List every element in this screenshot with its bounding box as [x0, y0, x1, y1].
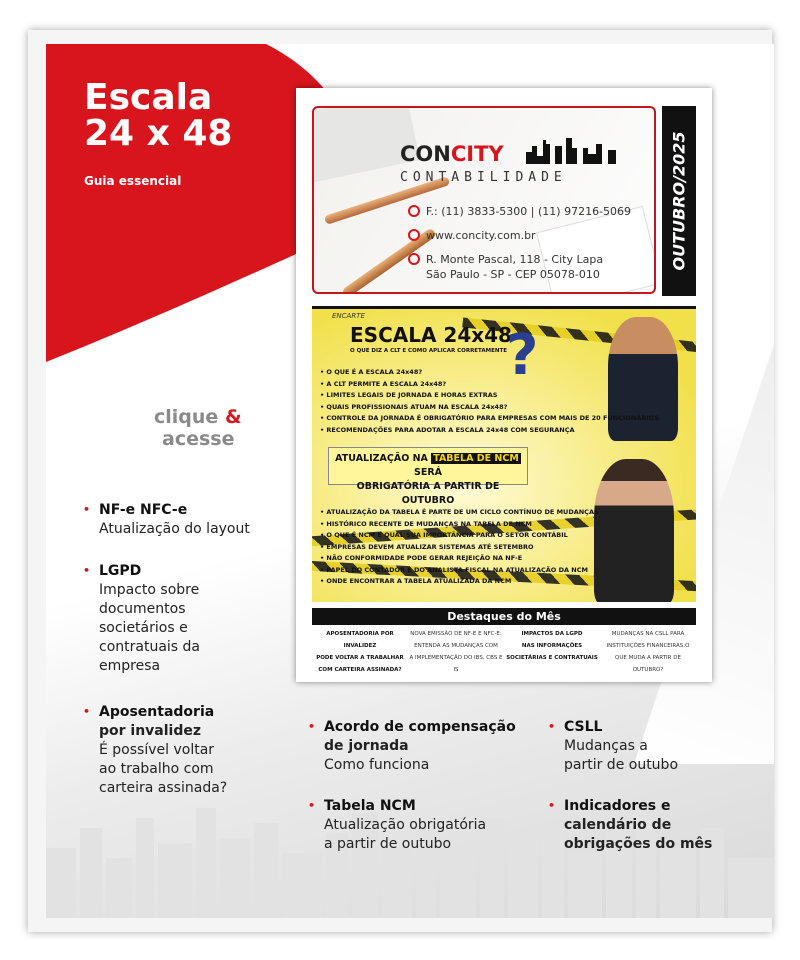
topic-csll: • CSLL Mudanças a partir de outubo: [564, 718, 678, 775]
topic-ncm: • Tabela NCM Atualização obrigatória a partir de outubo: [324, 797, 486, 854]
highlights-grid: [312, 628, 696, 673]
highlight-col: IMPACTOS DA LGPD NAS INFORMAÇÕES SOCIETÁRIAS E CONTRATUAIS: [506, 631, 598, 661]
topic-acordo: • Acordo de compensação de jornada Como funciona: [324, 718, 516, 775]
cta-word-1: clique: [154, 406, 219, 428]
title-line-1: Escala: [84, 77, 213, 118]
phone-icon: [408, 205, 420, 217]
click-and-access-link[interactable]: [154, 406, 242, 450]
company-logo: CONCITY: [400, 142, 504, 166]
ncm-headline-box: ATUALIZAÇÃO NA TABELA DE NCM SERÁ OBRIGATÓRIA A PARTIR DE OUTUBRO: [328, 447, 528, 485]
website-info: www.concity.com.br: [426, 228, 536, 243]
topic-aposentadoria: • Aposentadoria por invalidez É possível voltar ao trabalho com carteira assinada?: [99, 703, 227, 798]
title-line-2: 24 x 48: [84, 113, 233, 154]
topic-lgpd: • LGPD Impacto sobre documentos societários e contratuais da empresa: [99, 562, 200, 676]
encarte-title: ESCALA 24x48: [350, 323, 512, 347]
woman-image: [594, 459, 674, 602]
globe-icon: [408, 229, 420, 241]
logo-subtitle: CONTABILIDADE: [400, 170, 567, 185]
cta-word-2: acesse: [162, 428, 235, 450]
encarte-bullets: • O QUE É A ESCALA 24x48? • A CLT PERMITE A ESCALA 24x48? • LIMITES LEGAIS DE JORNADA E HORAS EXTRAS • QUAIS PROFISSIONAIS ATUAM NA ESCALA 24x48? • CONTROLE DA JORNADA É OBRIGATÓRIO PARA EMPRESAS COM MAIS DE 20 FUNCIONÁRIOS • RECOMENDAÇÕES PARA ADOTAR A ESCALA 24x48 COM SEGURANÇA: [320, 367, 659, 436]
encarte-section: [312, 306, 696, 602]
newsletter-cover-link[interactable]: [296, 88, 712, 682]
pen-image-2: [341, 227, 437, 294]
highlight-col: MUDANÇAS NA CSLL PARA INSTITUIÇÕES FINANCEIRAS:O QUE MUDA A PARTIR DE OUTUBRO?: [606, 631, 690, 673]
cta-ampersand: &: [224, 406, 242, 428]
map-pin-icon: [408, 253, 420, 265]
edition-banner: OUTUBRO/2025: [662, 106, 696, 296]
address-info: R. Monte Pascal, 118 - City Lapa São Paulo - SP - CEP 05078-010: [426, 252, 603, 282]
topic-indicadores: • Indicadores e calendário de obrigações do mês: [564, 797, 712, 854]
ncm-bullets: • ATUALIZAÇÃO DA TABELA É PARTE DE UM CICLO CONTÍNUO DE MUDANÇAS • HISTÓRICO RECENTE DE MUDANÇAS NA TABELA DE NCM • O QUE É NCM E QUAL SUA IMPORTÂNCIA PARA O SETOR CONTÁBIL • EMPRESAS DEVEM ATUALIZAR SISTEMAS ATÉ SETEMBRO • NÃO CONFORMIDADE PODE GERAR REJEIÇÃO NA NF-E • PAPEL DO CONTADOR E DO ANALISTA FISCAL NA ATUALIZAÇÃO DA NCM • ONDE ENCONTRAR A TABELA ATUALIZADA DA NCM: [320, 507, 599, 588]
highlights-bar: Destaques do Mês: [312, 608, 696, 625]
highlight-col: APOSENTADORIA POR INVALIDEZ PODE VOLTAR A TRABALHAR COM CARTEIRA ASSINADA?: [316, 631, 404, 673]
encarte-subtitle: O QUE DIZ A CLT E COMO APLICAR CORRETAMENTE: [350, 348, 507, 354]
page-title: [84, 77, 233, 154]
highlight-col: NOVA EMISSÃO DE NF-E E NFC-E: ENTENDA AS MUDANÇAS COM A IMPLEMENTAÇÃO DO IBS, CBS E IS: [409, 631, 503, 673]
question-mark-icon: ?: [506, 323, 539, 388]
contact-header-box: [312, 106, 656, 294]
logo-skyline-icon: [526, 132, 630, 164]
phone-info: F.: (11) 3833-5300 | (11) 97216-5069: [426, 204, 631, 219]
page-subtitle: Guia essencial: [84, 174, 182, 188]
topic-nfe: • NF-e NFC-e Atualização do layout: [99, 501, 250, 539]
encarte-label: ENCARTE: [332, 312, 365, 320]
